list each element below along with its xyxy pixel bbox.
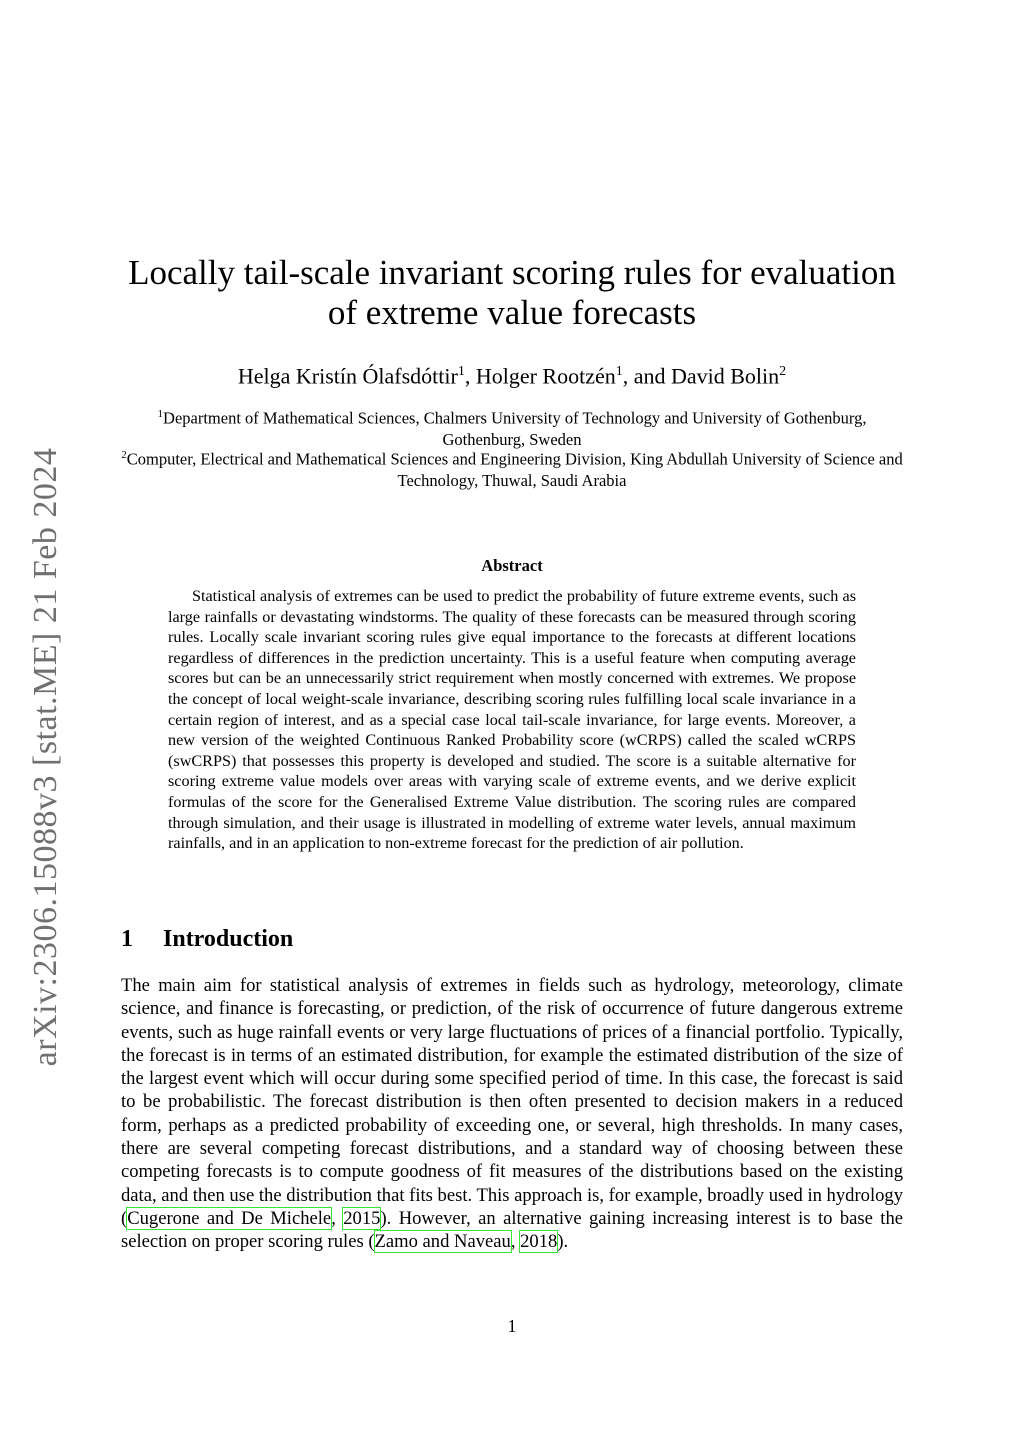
section-heading (121, 926, 293, 953)
citation-link-zamo[interactable]: Zamo and Naveau (374, 1231, 511, 1253)
author-separator: , and (622, 363, 671, 389)
author-name: David Bolin (670, 363, 780, 389)
paragraph-text: ). However, an alternative gaining increasing interest is to base the selection on proper scoring rules ( (121, 1207, 903, 1253)
author-name: Holger Rootzén (475, 363, 616, 389)
affiliation-2 (120, 445, 904, 491)
abstract-heading: Abstract (481, 556, 543, 575)
author-name: Helga Kristín Ólafsdóttir (237, 363, 458, 389)
citation-separator: , (510, 1231, 521, 1253)
paragraph-text: ). (557, 1231, 569, 1253)
affiliation-text: Computer, Electrical and Mathematical Sciences and Engineering Division, King Abdullah University of Science and Technology, Thuwal, Saudi Arabia (126, 449, 903, 490)
affiliation-1 (120, 404, 904, 450)
affiliation-text: Department of Mathematical Sciences, Chalmers University of Technology and University of Gothenburg, Gothenburg, Sweden (163, 408, 867, 449)
citation-year-link-2018[interactable]: 2018 (520, 1231, 558, 1253)
author-affiliation-mark: 2 (779, 364, 787, 379)
author-affiliation-mark: 1 (615, 364, 623, 379)
author-list (110, 357, 914, 391)
affiliation-mark: 2 (121, 449, 127, 461)
paper-title: Locally tail-scale invariant scoring rules for evaluation of extreme value forecasts (128, 253, 896, 332)
abstract-body: Statistical analysis of extremes can be used to predict the probability of future extreme events, such as large rainfalls or devastating windstorms. The quality of these forecasts can be measured through scoring rules. Locally scale invariant scoring rules give equal importance to the forecasts at different locations regardless of differences in the prediction uncertainty. This is a useful feature when computing average scores but can be an unnecessarily strict requirement when mostly concerned with extremes. We propose the concept of local weight-scale invariance, describing scoring rules fulfilling local scale invariance in a certain region of interest, and as a special case local tail-scale invariance, for large events. Moreover, a new version of the weighted Continuous Ranked Probability score (wCRPS) called the scaled wCRPS (swCRPS) that possesses this property is developed and studied. The score is a suitable alternative for scoring extreme value models over areas with varying scale of extreme events, and we derive explicit formulas of the score for the Generalised Extreme Value distribution. The scoring rules are compared through simulation, and their usage is illustrated in modelling of extreme water levels, annual maximum rainfalls, and in an application to non-extreme forecast for the prediction of air pollution. (168, 587, 856, 853)
citation-year-link-2015[interactable]: 2015 (343, 1207, 381, 1229)
section-number: 1 (121, 926, 133, 952)
author-separator: , (464, 363, 476, 389)
affiliation-mark: 1 (157, 408, 164, 420)
author-affiliation-mark: 1 (457, 364, 465, 379)
citation-separator: , (331, 1207, 344, 1229)
page-number: 1 (507, 1316, 517, 1336)
citation-link-cugerone[interactable]: Cugerone and De Michele (127, 1207, 332, 1229)
introduction-paragraph (121, 974, 903, 1254)
arxiv-identifier-stamp[interactable]: arXiv:2306.15088v3 [stat.ME] 21 Feb 2024 (27, 447, 64, 1067)
paragraph-text: The main aim for statistical analysis of extremes in fields such as hydrology, meteorology, climate science, and finance is forecasting, or prediction, of the risk of occurrence of future dangerous extreme events, such as huge rainfall events or very large fluctuations of prices of a financial portfolio. Typically, the forecast is in terms of an estimated distribution, for example the estimated distribution of the size of the largest event which will occur during some specified period of time. In this case, the forecast is said to be probabilistic. The forecast distribution is then often presented to decision makers in a reduced form, perhaps as a predicted probability of exceeding one, or several, high thresholds. In many cases, there are several competing forecast distributions, and a standard way of choosing between these competing forecasts is to compute goodness of fit measures of the distributions based on the existing data, and then use the distribution that fits best. This approach is, for example, broadly used in hydrology ( (121, 975, 903, 1229)
section-title: Introduction (163, 926, 294, 952)
